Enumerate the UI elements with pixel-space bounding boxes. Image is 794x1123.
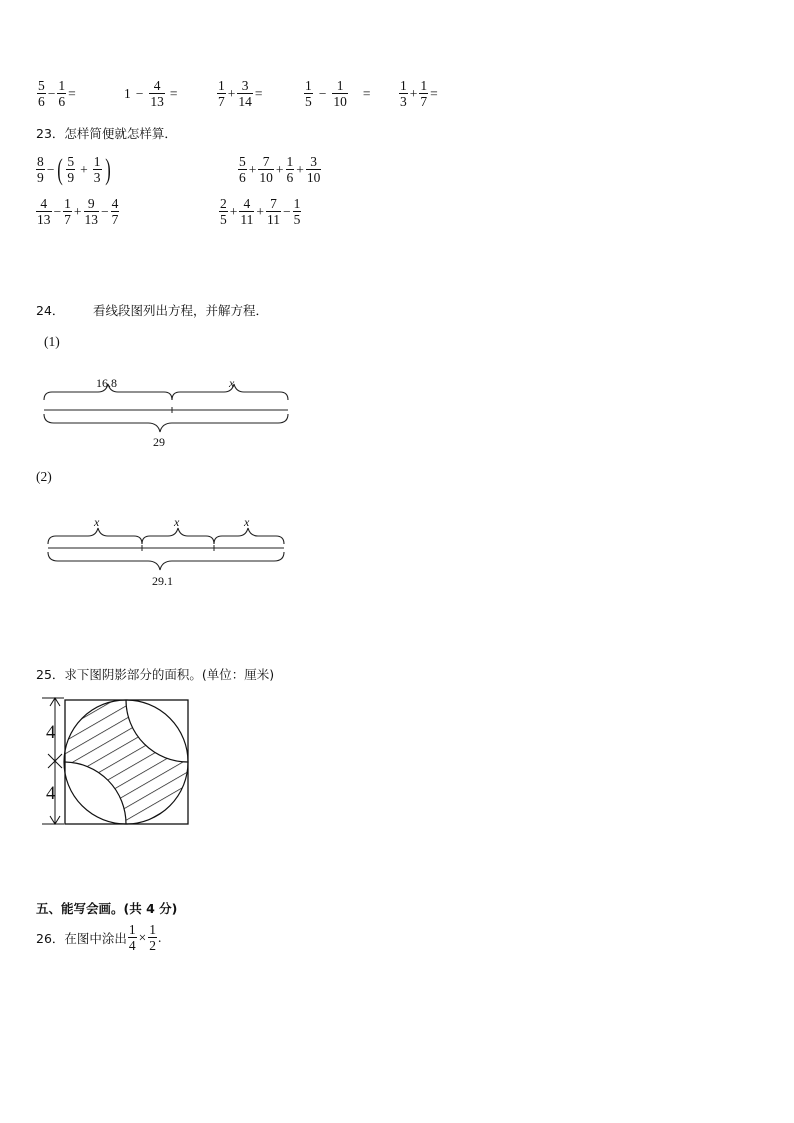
denominator: 14 xyxy=(238,94,252,109)
denominator: 13 xyxy=(150,94,164,109)
numerator: 3 xyxy=(241,78,249,93)
fraction xyxy=(149,78,165,109)
fraction xyxy=(419,78,428,109)
q24-part1-bottom-label: 29 xyxy=(153,435,165,449)
operator: − xyxy=(283,203,291,219)
q22-expr-1 xyxy=(36,78,77,109)
fraction xyxy=(66,154,75,185)
denominator: 3 xyxy=(400,94,407,109)
fraction xyxy=(37,78,46,109)
equals-sign: = xyxy=(68,85,76,101)
denominator: 5 xyxy=(220,212,227,227)
numerator: 1 xyxy=(293,196,301,211)
numerator: 4 xyxy=(153,78,161,93)
operator: − xyxy=(47,85,56,101)
q22-expr-2 xyxy=(124,78,179,109)
shaded-region xyxy=(64,700,188,824)
operator: + xyxy=(227,85,236,101)
fraction xyxy=(63,196,72,227)
numerator: 9 xyxy=(87,196,95,211)
denominator: 6 xyxy=(239,170,246,185)
denominator: 11 xyxy=(267,212,280,227)
operator: + xyxy=(248,161,257,177)
denominator: 9 xyxy=(67,170,75,185)
denominator: 11 xyxy=(240,212,254,227)
fraction xyxy=(239,196,254,227)
q25-dimension-label-top: 4 xyxy=(46,722,56,743)
fraction xyxy=(238,154,247,185)
right-parenthesis: ) xyxy=(104,152,111,186)
fraction xyxy=(258,154,274,185)
numerator: 1 xyxy=(305,78,312,93)
q24-part1-top-left-label: 16.8 xyxy=(96,376,117,390)
operator: − xyxy=(101,203,109,219)
q25-shaded-area-figure xyxy=(36,694,196,830)
numerator: 1 xyxy=(336,78,344,93)
q24-part1-label: (1) xyxy=(44,334,60,349)
operator: − xyxy=(135,85,144,101)
numerator: 4 xyxy=(40,196,48,211)
operator: + xyxy=(256,203,264,219)
bottom-brace xyxy=(48,552,284,570)
operator: − xyxy=(53,203,62,219)
q24-number: 24． xyxy=(36,303,65,318)
numerator: 3 xyxy=(310,154,317,169)
q23-expr-1 xyxy=(35,154,113,185)
numerator: 4 xyxy=(111,196,119,211)
equals-sign: = xyxy=(254,85,263,101)
q22-expr-4 xyxy=(303,78,372,109)
fraction xyxy=(217,78,226,109)
numerator: 1 xyxy=(218,78,225,93)
numerator: 1 xyxy=(93,154,101,169)
denominator: 5 xyxy=(293,212,301,227)
q26-prompt: 26．在图中涂出 xyxy=(36,930,127,946)
operator: + xyxy=(73,203,82,219)
q23-expr-3 xyxy=(35,196,120,227)
equals-sign: = xyxy=(430,85,438,101)
denominator: 5 xyxy=(305,94,312,109)
numerator: 7 xyxy=(270,196,277,211)
q24-part2-top-label-3: x xyxy=(244,515,250,529)
denominator: 10 xyxy=(259,170,273,185)
fraction xyxy=(286,154,295,185)
q23-title: 23．怎样简便就怎样算． xyxy=(36,126,177,141)
numerator: 7 xyxy=(262,154,270,169)
denominator: 4 xyxy=(128,938,136,953)
multiply-operator: × xyxy=(138,929,147,945)
q26-line xyxy=(36,922,161,953)
denominator: 6 xyxy=(286,170,294,185)
numerator: 1 xyxy=(58,78,66,93)
numerator: 1 xyxy=(149,922,157,937)
section-5-heading: 五、能写会画。(共 4 分) xyxy=(36,901,178,916)
fraction xyxy=(57,78,66,109)
operator: + xyxy=(229,203,238,219)
denominator: 7 xyxy=(64,212,71,227)
denominator: 6 xyxy=(38,94,45,109)
denominator: 6 xyxy=(58,94,66,109)
numerator: 1 xyxy=(128,922,136,937)
numerator: 5 xyxy=(38,78,45,93)
denominator: 10 xyxy=(333,94,347,109)
operator: − xyxy=(318,85,327,101)
q22-expr-3 xyxy=(216,78,264,109)
left-parenthesis: ( xyxy=(57,152,64,186)
q24-part2-top-label-2: x xyxy=(174,515,180,529)
numerator: 8 xyxy=(37,154,44,169)
fraction xyxy=(36,154,45,185)
fraction xyxy=(293,196,302,227)
denominator: 7 xyxy=(218,94,225,109)
q22-expr-5 xyxy=(398,78,439,109)
denominator: 10 xyxy=(306,170,321,185)
numerator: 1 xyxy=(400,78,407,93)
fraction xyxy=(399,78,408,109)
q25-dimension-label-bottom: 4 xyxy=(46,783,56,804)
numerator: 1 xyxy=(286,154,294,169)
denominator: 3 xyxy=(93,170,101,185)
fraction xyxy=(219,196,228,227)
equals-sign: = xyxy=(169,85,178,101)
whole-number: 1 xyxy=(124,85,131,101)
fraction xyxy=(237,78,253,109)
q24-title: 看线段图列出方程，并解方程． xyxy=(93,303,269,318)
numerator: 2 xyxy=(220,196,227,211)
numerator: 5 xyxy=(67,154,75,169)
denominator: 9 xyxy=(37,170,44,185)
q24-part1-top-right-label: x xyxy=(229,376,235,390)
fraction xyxy=(128,922,137,953)
operator: + xyxy=(80,161,88,177)
q24-part2-label: (2) xyxy=(36,469,52,484)
q23-expr-4 xyxy=(218,196,302,227)
numerator: 4 xyxy=(243,196,251,211)
fraction xyxy=(148,922,157,953)
operator: + xyxy=(275,161,284,177)
q24-part2-top-label-1: x xyxy=(94,515,100,529)
numerator: 1 xyxy=(420,78,428,93)
q25-title: 25．求下图阴影部分的面积。(单位：厘米) xyxy=(36,667,275,682)
denominator: 2 xyxy=(149,938,157,953)
operator: − xyxy=(46,161,55,177)
denominator: 13 xyxy=(84,212,98,227)
q24-part2-bottom-label: 29.1 xyxy=(152,574,173,588)
q23-expr-2 xyxy=(237,154,322,185)
fraction xyxy=(36,196,52,227)
operator: + xyxy=(409,85,418,101)
denominator: 7 xyxy=(111,212,119,227)
equals-sign: = xyxy=(362,85,371,101)
fraction xyxy=(111,196,120,227)
denominator: 7 xyxy=(420,94,428,109)
fraction xyxy=(332,78,348,109)
fraction xyxy=(306,154,322,185)
fraction xyxy=(266,196,281,227)
q24-line-segment-diagram-1 xyxy=(36,370,296,450)
numerator: 5 xyxy=(239,154,246,169)
operator: + xyxy=(296,161,304,177)
fraction xyxy=(84,196,100,227)
numerator: 1 xyxy=(64,196,71,211)
period: . xyxy=(158,929,162,945)
denominator: 13 xyxy=(37,212,51,227)
fraction xyxy=(304,78,313,109)
fraction xyxy=(93,154,102,185)
bottom-brace xyxy=(44,414,288,432)
